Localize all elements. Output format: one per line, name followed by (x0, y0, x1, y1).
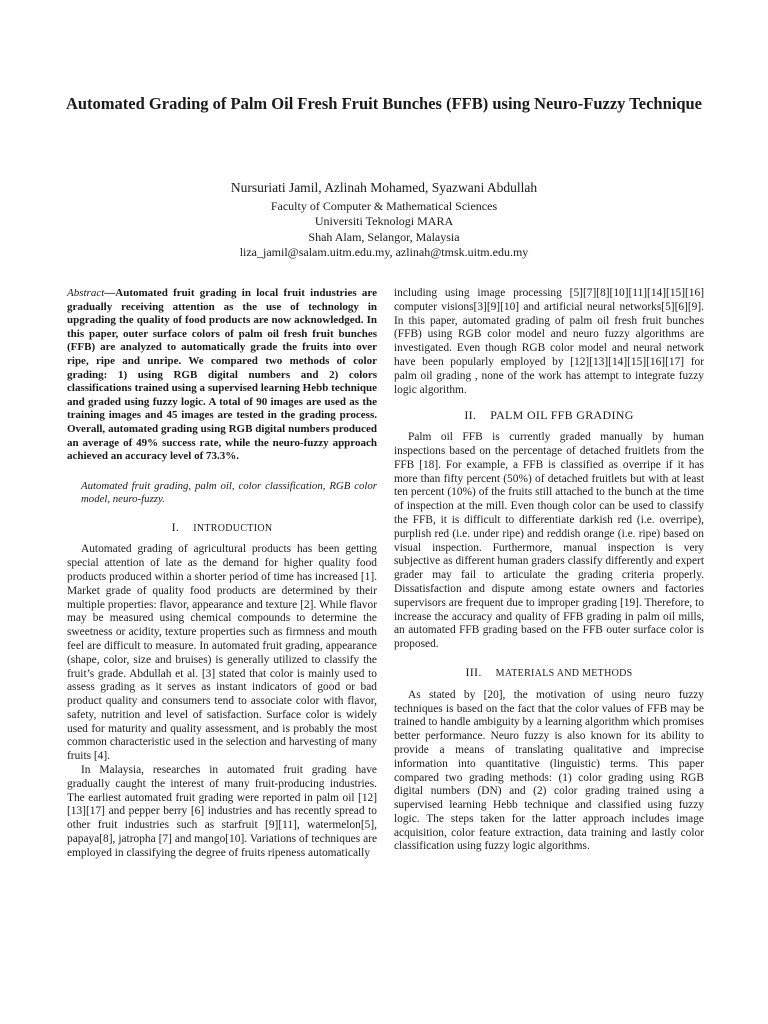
materials-paragraph-1: As stated by [20], the motivation of using neuro fuzzy techniques is based on the fact that the color values of FFB may be trained to handle ambiguity by a learning algorithm which promises better performance. Neuro fuzzy is also known for its ability to provide a means of translating qualitative and imprecise information into quantitative (linguistic) terms. This paper compared two grading methods: (1) color grading using RGB digital numbers (DN) and (2) color grading trained using a supervised learning Hebb technique and classified using fuzzy logic. The steps taken for the latter approach includes image acquisition, color feature extraction, data training and lastly color classification using fuzzy logic algorithms. (394, 688, 704, 853)
left-column (67, 287, 377, 861)
section-title: INTRODUCTION (193, 522, 273, 534)
author-list: Nursuriati Jamil, Azlinah Mohamed, Syazwani Abdullah (230, 180, 538, 195)
keywords: Automated fruit grading, palm oil, color classification, RGB color model, neuro-fuzzy. (81, 479, 377, 506)
grading-paragraph-1: Palm oil FFB is currently graded manually by human inspections based on the percentage of detached fruitlets from the FFB [18]. For example, a FFB is classified as overripe if it has more than fifty percent (50%) of detached fruitlets but with at least ten percent (10%) of the fruits still attached to the bunch at the time of inspection at the mill. Even though color can be used to classify the FFB, it is difficult to differentiate darkish red (i.e. overripe), purplish red (i.e. under ripe) and reddish orange (i.e. ripe) based on visual inspection. Furthermore, manual inspection is very subjective as different human graders classify differently and expert grader may fail to articulate the grading criteria properly. Dissatisfaction and dispute among estate owners and factories supervisors are frequent due to improper grading [19]. Therefore, to increase the accuracy and quality of FFB grading in palm oil mills, an automated FFB grading based on the FFB outer surface color is proposed. (394, 431, 704, 651)
abstract (67, 287, 377, 464)
intro-paragraph-1: Automated grading of agricultural products has been getting special attention of late as the demand for higher quality food products produced within a shorter period of time has increased [1]. Market grade of quality food products are determined by their multiple properties: flavor, appearance and texture [2]. While flavor may be measured using chemical compounds to determine the sweetness or acidity, texture properties such as firmness and mouth feel are difficult to measure. In automated fruit grading, appearance (shape, color, size and bruises) is generally utilized to classify the fruit’s grade. Abdullah et al. [3] stated that color is mainly used to assess grading as it serves as instant indicators of good or bad product quality and consumers tend to associate color with flavor, safety, nutrition and level of satisfaction. Surface color is widely used for maturity and quality assessment, and is probably the most common characteristic used in the selection and harvesting of many fruits [4]. (67, 543, 377, 763)
author-emails: liza_jamil@salam.uitm.edu.my, azlinah@tmsk.uitm.edu.my (239, 245, 529, 260)
affiliation-block (60, 199, 708, 261)
intro-paragraph-2: In Malaysia, researches in automated fruit grading have gradually caught the interest of many fruit-producing industries. The earliest automated fruit grading were reported in palm oil [12][13][17] and pepper berry [6] industries and has recently spread to other fruit industries such as starfruit [9][11], watermelon[5], papaya[8], jatropha [7] and mango[10]. Variations of techniques are employed in classifying the degree of fruits ripeness automatically (67, 764, 377, 859)
section-title: PALM OIL FFB GRADING (490, 408, 634, 423)
intro-paragraph-2-continued: including using image processing [5][7][8][10][11][14][15][16] computer visions[3][9][10] and artificial neural networks[5][6][9]. In this paper, automated grading of palm oil fresh fruit bunches (FFB) using RGB color model and neuro fuzzy algorithms are investigated. Even though RGB color model and neural network have been popularly employed by [12][13][14][15][16][17] for palm oil grading , none of the work has attempt to integrate fuzzy logic algorithm. (394, 287, 704, 396)
abstract-label: Abstract (67, 287, 105, 299)
section-number: II. (464, 408, 477, 423)
affiliation-university: Universiti Teknologi MARA (314, 214, 454, 229)
abstract-dash: — (104, 287, 116, 299)
affiliation-location: Shah Alam, Selangor, Malaysia (308, 229, 460, 244)
affiliation-faculty: Faculty of Computer & Mathematical Sciences (270, 199, 498, 213)
section-heading-grading (394, 409, 704, 423)
right-column (394, 287, 704, 854)
section-number: III. (465, 664, 482, 679)
paper-title: Automated Grading of Palm Oil Fresh Fruit Bunches (FFB) using Neuro-Fuzzy Technique (65, 94, 703, 113)
section-heading-introduction (67, 521, 377, 536)
abstract-text: Automated fruit grading in local fruit industries are gradually receiving attention as the use of technology in upgrading the quality of food products are now acknowledged. In this paper, outer surface colors of palm oil fresh fruit bunches (FFB) are analyzed to automatically grade the fruits into over ripe, ripe and unripe. We compared two methods of color grading: 1) using RGB digital numbers and 2) colors classifications trained using a supervised learning Hebb technique and graded using fuzzy logic. A total of 90 images are used as the training images and 45 images are tested in the grading process. Overall, automated grading using RGB digital numbers produced an average of 49% success rate, while the neuro-fuzzy approach achieved an accuracy level of 73.3%. (67, 287, 377, 463)
section-number: I. (171, 519, 180, 534)
section-heading-materials (394, 666, 704, 681)
section-title: MATERIALS AND METHODS (495, 667, 633, 679)
